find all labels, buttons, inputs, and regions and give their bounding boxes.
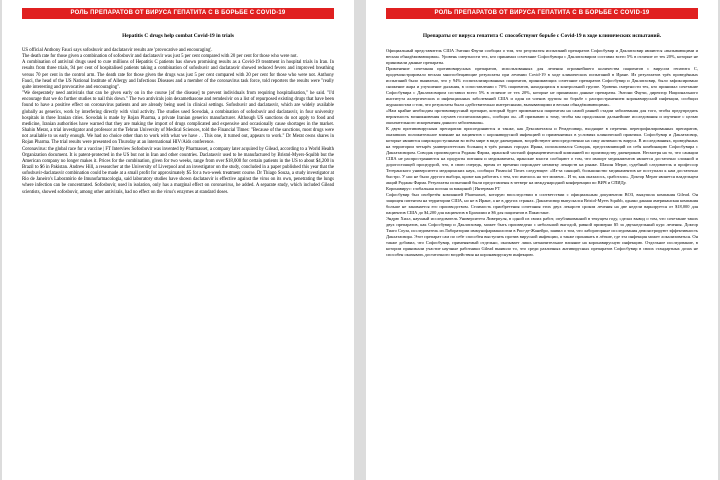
paragraph: Официальный представитель США Энтони Фаучи сообщил о том, что результаты испытаний препаратов Софосбувир и Даклатасвир являются «вызывающими и весьма обнадёживающими». Уровень смертности тех, кто принимал сочетание Софосбувира с Даклатасвиром составил всего 5% в отличие от тех 20%, которые не принимали данные препараты.: [386, 48, 698, 65]
paragraph: К двум противовирусным препаратам присоединяются и также, как Дексаметазон и Ремдесивир, входящие в перечень перепрофилированных препаратов, оказавших положительное влияние на пациентов с коронавирусной инфекцией и применяемых в условиях клинической практики. Софосбувир и Даклатасвир, которые являются широкодоступными во всём мире в виде дженериков, воздействуют непосредственно на саму активность вируса. В исследованиях, проведённых на территории четырёх университетских больниц в трёх разных городах Ирана, использовался Соводак, представляющий из себя комбинацию Софосбувира с Даклатасвиром. Соводак производится Роджан Фарма, иранской частной фармацевтической компанией по производству дженериков. Несмотря на то, что санкции США не распространяются на продукты питания и медикаменты, иранские власти сообщают о том, что импорт медикаментов является достаточно сложной и дорогостоящей процедурой, что, в свою очередь, время от времени порождает нехватку лекарств на рынке. Шахин Мерат, судебный следователь и профессор Тегеранского университета медицинских наук, сообщил Financial Times следующее: «Из-за санкций, большинство медикаментов не поступали к нам достаточно быстро. У нас не было другого выбора, кроме как работать с тем, что имелось на тот момент... И то, как оказалось, сработало». Доктор Мерат является владельцем акций Роджан Фарма. Результаты испытаний были представлены в четверг на международной конференции по ВИЧ и СПИДу.: [386, 126, 698, 185]
paragraph: A combination of antiviral drugs used to cure millions of Hepatitis C patients has shown promising results as a Covid-19 treatment in hospital trials in Iran. In results from three trials, 94 per cent of hospitalised patients taking a combination of sofosbuvir and daclatasvir showed reduced fevers and improved breathing versus 70 per cent in the control arm. The death rate for those given the drugs was just 5 per cent compared with 20 per cent for those who were not. Anthony Fauci, the head of the US National Institute of Allergy and Infectious Diseases and a member of the coronavirus task force, told reporters the results were "really quite interesting and provocative and encouraging".: [22, 60, 334, 90]
paragraph: Эндрю Хилл, научный исследователь Университета Ливерпуля, в одной из своих работ, опубликованной в текущем году, сделал вывод о том, что сочетание таких двух препаратов, как Софосбувир и Даклатасвир, может быть произведено с небольшой выгодой, равной примерно $5 за двухнедельный курс лечения. Доктор Тиаго Соуза, исследователь из Лаборатории иммунофармакологии в Рио-де-Жанейро, заявил о том, что лабораторные исследования демонстрируют эффективность Даклатасвира. Этот препарат сам по себе способен выступить против вирусной инфекции, а также проникать в лёгкие, где эта инфекция может локализоваться. Он также добавил, что Софосбувир, применяемый отдельно, оказывает лишь незначительное влияние на коронавирусную инфекцию. Отдельное исследование, в котором принимали участие научные работники Gilead выявило то, что среди различных антивирусных препаратов Софосбувир в своих стандартных дозах не способен оказывать достаточного воздействия на коронавирусную инфекцию.: [386, 216, 698, 257]
article-headline: Hepatitis C drugs help combat Covid-19 in trials: [122, 33, 234, 39]
page-banner: РОЛЬ ПРЕПАРАТОВ ОТ ВИРУСА ГЕПАТИТА С В БОРЬБЕ С COVID-19: [386, 8, 698, 19]
paragraph: Coronavirus: the global race for a vaccine | FT Interview Sofosbuvir was invented by Pharmasset, a company later acquired by Gilead, according to a World Health Organization document. It is patent-protected in the US but not in Iran and other countries. Daclatasvir used to be manufactured by Bristol-Myers-Squibb but the American company no longer makes it. Prices for the combination, given for two weeks, range from over $18,000 for certain patients in the US to about $4,200 in Brazil to $6 in Pakistan. Andrew Hill, a researcher at the University of Liverpool and an investigator on the study, concluded in a paper published this year that the sofosbuvir-daclatasvir combination could be made at a small profit for approximately $5 for a two-week treatment course. Dr Thiago Souza, a study investigator at Rio de Janeiro's Laboratório de Imunofarmacologia, said laboratory studies have shown daclatasvir is effective against the virus on its own, penetrating the lungs where infection can be concentrated. Sofosbuvir, used in isolation, only has a marginal effect on coronavirus, he added. A separate study, which included Gilead scientists, showed sofosbuvir, among other antivirals, had no effect on the virus's enzymes at standard doses.: [22, 146, 334, 195]
paragraph: The death rate for those given a combination of sofosbuvir and daclatasvir was just 5 per cent compared with 20 per cent for those who were not.: [22, 54, 298, 60]
paragraph: US official Anthony Fauci says sofosbuvir and daclatasvir results are 'provocative and encouraging'.: [22, 48, 213, 53]
paragraph: Применение сочетания противовирусных препаратов, использованных для лечения огромнейшего количества пациентов с вирусом гепатита С, продемонстрировало весьма многообещающие результаты при лечении Covid-19 в ходе клинических испытаний в Иране. Из результатов трёх проведённых испытаний было выявлено, что у 94% госпитализированных пациентов, принимающих сочетание препаратов Софосбувир и Даклатасвир, было зафиксировано снижение жара и улучшение дыхания, в сопоставлении с 70% пациентов, находящихся в контрольной группе. Уровень смертности тех, кто принимал сочетание Софосбувира с Даклатасвиром составил всего 5% в отличие от тех 20%, которые не принимали данные препараты. Энтони Фаучи, директор Национального института аллергических и инфекционных заболеваний США и один из членов группы по борьбе с распространением коронавирусной инфекции, сообщил журналистам о том, что результаты были «действительно интересными, вызывающими и весьма обнадёживающими».: [386, 66, 698, 107]
paragraph: Коронавирус: глобальная погоня за вакциной | Интервью FT: [386, 186, 501, 191]
document-page-left: [2, 0, 354, 480]
page-banner: РОЛЬ ПРЕПАРАТОВ ОТ ВИРУСА ГЕПАТИТА С В БОРЬБЕ С COVID-19: [22, 8, 334, 19]
article-body: [22, 48, 334, 196]
article-body: [386, 48, 698, 258]
paragraph: «Нам крайне необходим противовирусный препарат, который будет применяться пациентам на самой ранней стадии заболевания для того, чтобы предупредить вероятность возникновения случаев госпитализации», сообщил он. «Я призываю к тому, чтобы мы продолжали дальнейшие исследования и изучение с целью окончательного искоренения данного заболевания».: [386, 108, 698, 125]
document-page-right: [366, 0, 718, 480]
article-headline: Препараты от вируса гепатита С способствуют борьбе с Covid-19 в ходе клинических испытаний.: [422, 33, 662, 39]
paragraph: Софосбувир был изобретён компанией Pharmasset, которую впоследствии в соответствии с официальным документом ВОЗ, выкупила компания Gilead. Он защищен патентом на территории США, но не в Иране, а не в других странах. Даклатасвир выпускался Bristol-Myers Squibb, однако данная американская компания больше не занимается его производством. Стоимость приобретения сочетания этих двух лекарств сроком лечения на две недели варьируется от $18,000 для пациентов США до $4,200 для пациентов в Бразилии и $6 для пациентов в Пакистане.: [386, 192, 698, 215]
paragraph: "We desperately need antivirals that can be given early on in the course [of the disease] to prevent individuals from requiring hospitalisation," he said. "I'd encourage that we do further studies to nail this down." The two antivirals join dexamethasone and remdesivir on a list of repurposed existing drugs that have been found to have a positive effect on coronavirus patients and are already being used in clinical settings. Sofosbuvir and daclatasvir, which are widely available globally as generics, work by interfering directly with viral activity. The studies used Sovodak, a combination of sofosbuvir and daclatasvir, in four university hospitals in three Iranian cities. Sovodak is made by Rojan Pharma, a private Iranian generics manufacturer. Although US sanctions do not apply to food and medicine, Iranian authorities have warned that they are making the import of drugs complicated and expensive and occasionally cause shortages in the market. Shahin Merat, a trial investigator and professor at the Tehran University of Medical Sciences, told the Financial Times: "Because of the sanctions, most drugs were not available to us early enough. We had no choice other than to work with what we have . . This one, it turned out, appears to work." Dr Merat owns shares in Rojan Pharma. The trial results were presented on Thursday at an international HIV/Aids conference.: [22, 91, 334, 146]
